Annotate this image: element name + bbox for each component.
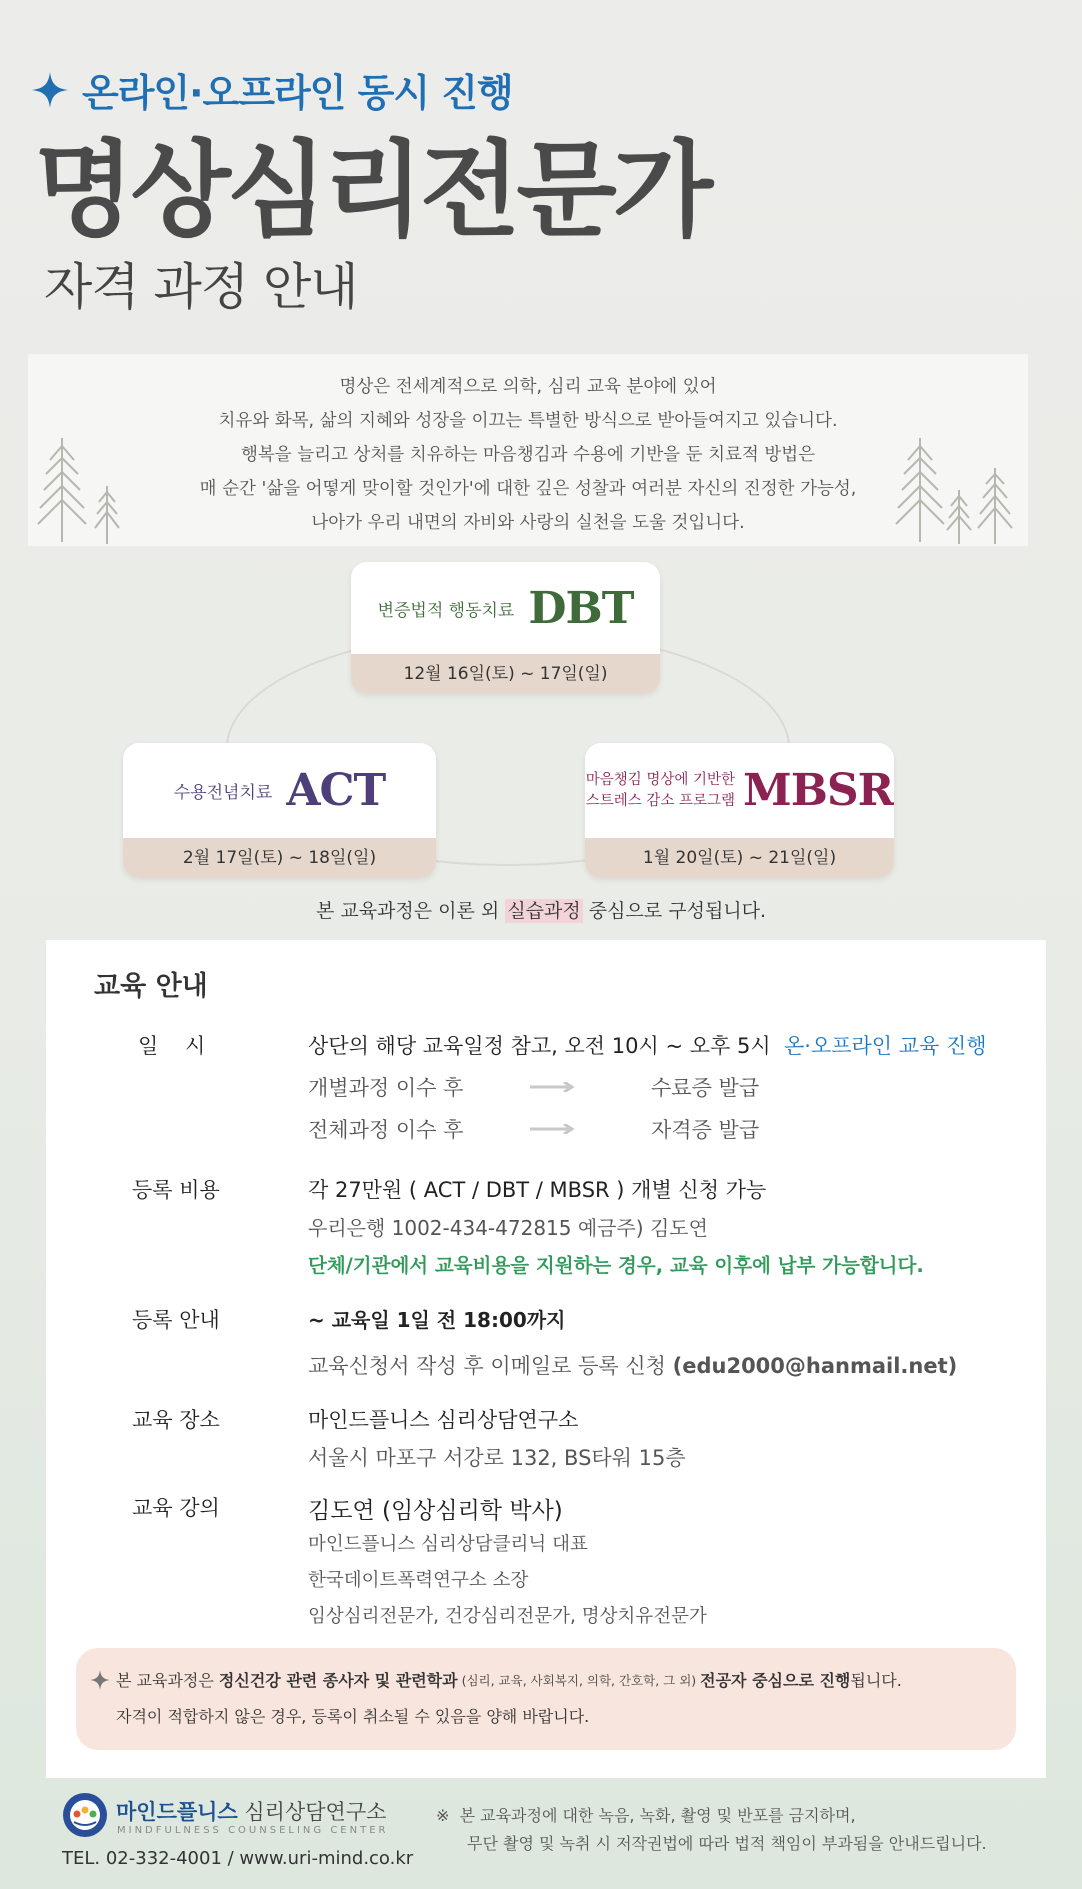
- lecturer-position: 마인드플니스 심리상담클리닉 대표: [308, 1534, 588, 1555]
- practice-highlight: 실습과정: [507, 900, 581, 922]
- registration-method: [308, 1350, 957, 1380]
- notice-bold: 전공자 중심으로 진행: [700, 1671, 851, 1690]
- step-left: 전체과정 이수 후: [308, 1118, 464, 1142]
- program-card-mbsr: [585, 743, 894, 878]
- registration-deadline: ~ 교육일 1일 전 18:00까지: [308, 1308, 566, 1332]
- intro-line: 명상은 전세계적으로 의학, 심리 교육 분야에 있어: [339, 377, 717, 397]
- sparkle-icon: [32, 72, 68, 108]
- logo-icon: [62, 1792, 108, 1838]
- program-name: ACT: [286, 765, 386, 816]
- program-label: 변증법적 행동치료: [377, 600, 515, 621]
- contact-info[interactable]: TEL. 02-332-4001 / www.uri-mind.co.kr: [62, 1848, 414, 1869]
- program-name: MBSR: [743, 765, 894, 816]
- intro-line: 행복을 늘리고 상처를 치유하는 마음챙김과 수용에 기반을 둔 치료적 방법은: [240, 445, 816, 465]
- fee-label: 등록 비용: [132, 1178, 220, 1202]
- intro-line: 나아가 우리 내면의 자비와 사랑의 실천을 도울 것입니다.: [311, 513, 745, 533]
- notice-text: 본 교육과정은: [116, 1671, 219, 1690]
- copyright-line: ※ 본 교육과정에 대한 녹음, 녹화, 촬영 및 반포를 금지하며,: [436, 1806, 856, 1825]
- notice-line: 자격이 적합하지 않은 경우, 등록이 취소될 수 있음을 양해 바랍니다.: [116, 1707, 590, 1726]
- intro-text: [28, 370, 1028, 540]
- schedule-text: 상단의 해당 교육일정 참고, 오전 10시 ~ 오후 5시: [308, 1034, 771, 1058]
- program-card-dbt: [351, 562, 660, 694]
- info-panel: [46, 940, 1046, 1778]
- notice-line: [90, 1668, 902, 1691]
- intro-line: 매 순간 '삶을 어떻게 맞이할 것인가'에 대한 깊은 성찰과 여러분 자신의 진정한 가능성,: [199, 479, 857, 499]
- schedule-label: 일 시: [138, 1034, 206, 1058]
- program-label-line: 스트레스 감소 프로그램: [585, 792, 736, 809]
- program-label: [586, 770, 735, 812]
- practice-note: [0, 896, 1082, 923]
- schedule-line: [308, 1030, 987, 1060]
- step-right: 자격증 발급: [651, 1118, 760, 1142]
- fee-note: 단체/기관에서 교육비용을 지원하는 경우, 교육 이후에 납부 가능합니다.: [308, 1254, 924, 1277]
- practice-note-text: 본 교육과정은 이론 외: [315, 900, 506, 922]
- program-name: DBT: [528, 582, 634, 634]
- bank-account: 우리은행 1002-434-472815 예금주) 김도연: [308, 1216, 708, 1240]
- practice-note-text: 중심으로 구성됩니다.: [582, 900, 767, 922]
- arrow-right-icon: [530, 1124, 574, 1134]
- page-title: 명상심리전문가: [34, 129, 710, 251]
- lecturer-label: 교육 강의: [132, 1496, 220, 1520]
- registration-label: 등록 안내: [132, 1308, 220, 1332]
- registration-text: 교육신청서 작성 후 이메일로 등록 신청: [308, 1354, 666, 1378]
- location-name: 마인드플니스 심리상담연구소: [308, 1408, 579, 1432]
- program-date: 1월 20일(토) ~ 21일(일): [585, 838, 894, 878]
- arrow-right-icon: [530, 1082, 574, 1092]
- intro-panel: [28, 354, 1028, 546]
- tagline: [32, 62, 513, 117]
- info-title: 교육 안내: [94, 971, 208, 1002]
- location-label: 교육 장소: [132, 1408, 220, 1432]
- tagline-text: 온라인·오프라인 동시 진행: [82, 71, 513, 115]
- step-right: 수료증 발급: [651, 1076, 760, 1100]
- program-label-line: 마음챙김 명상에 기반한: [585, 771, 736, 788]
- lecturer-position: 임상심리전문가, 건강심리전문가, 명상치유전문가: [308, 1606, 707, 1627]
- brand-rest: 심리상담연구소: [237, 1800, 387, 1824]
- eligibility-notice: [76, 1648, 1016, 1750]
- step-left: 개별과정 이수 후: [308, 1076, 464, 1100]
- fee-line: 각 27만원 ( ACT / DBT / MBSR ) 개별 신청 가능: [308, 1178, 767, 1202]
- intro-line: 치유와 화목, 삶의 지혜와 성장을 이끄는 특별한 방식으로 받아들여지고 있습니다.: [218, 411, 838, 431]
- notice-text: 됩니다.: [850, 1671, 902, 1690]
- program-label: 수용전념치료: [173, 783, 273, 803]
- program-card-act: [123, 743, 436, 878]
- brand-english: MINDFULNESS COUNSELING CENTER: [117, 1825, 389, 1836]
- sparkle-icon: [90, 1670, 110, 1690]
- copyright-line: 무단 촬영 및 녹취 시 저작권법에 따라 법적 책임이 부과됨을 안내드립니다.: [467, 1834, 987, 1853]
- brand-name: [116, 1796, 386, 1826]
- copyright-notice: [436, 1802, 987, 1858]
- page-subtitle: 자격 과정 안내: [44, 258, 358, 316]
- schedule-mode: 온·오프라인 교육 진행: [783, 1034, 987, 1058]
- location-address: 서울시 마포구 서강로 132, BS타워 15층: [308, 1446, 686, 1470]
- notice-bold: 정신건강 관련 종사자 및 관련학과: [218, 1671, 458, 1690]
- brand-bold: 마인드플니스: [116, 1800, 238, 1824]
- lecturer-position: 한국데이트폭력연구소 소장: [308, 1570, 529, 1591]
- registration-email[interactable]: (edu2000@hanmail.net): [672, 1354, 958, 1378]
- notice-fields: (심리, 교육, 사회복지, 의학, 간호학, 그 외): [457, 1672, 701, 1688]
- program-date: 12월 16일(토) ~ 17일(일): [351, 654, 660, 694]
- lecturer-name: 김도연 (임상심리학 박사): [308, 1498, 563, 1524]
- program-date: 2월 17일(토) ~ 18일(일): [123, 838, 436, 878]
